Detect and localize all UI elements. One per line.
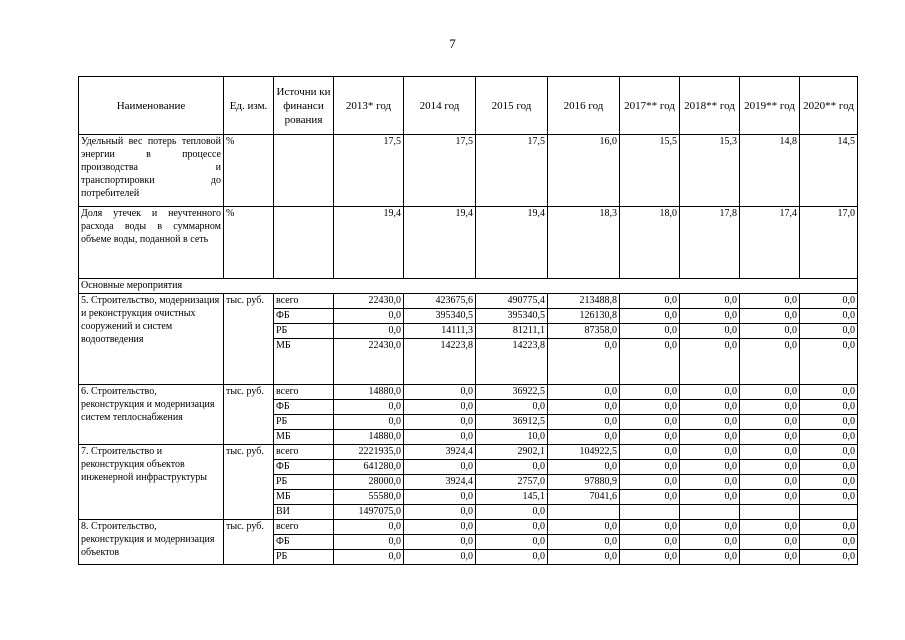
measure-value: 0,0 (740, 415, 800, 430)
indicator-value: 18,3 (548, 207, 620, 279)
header-unit: Ед. изм. (224, 77, 274, 135)
indicator-value: 17,0 (800, 207, 858, 279)
measure-value: 0,0 (620, 385, 680, 400)
measure-value: 0,0 (476, 550, 548, 565)
measure-value: 28000,0 (334, 475, 404, 490)
measure-value: 0,0 (740, 430, 800, 445)
measure-value: 0,0 (548, 339, 620, 385)
measure-value: 423675,6 (404, 294, 476, 309)
measure-value: 0,0 (548, 520, 620, 535)
measure-value: 14880,0 (334, 385, 404, 400)
header-year-2016: 2016 год (548, 77, 620, 135)
measure-value: 0,0 (740, 339, 800, 385)
measure-value: 0,0 (740, 460, 800, 475)
measure-value: 104922,5 (548, 445, 620, 460)
measure-value: 0,0 (334, 415, 404, 430)
indicator-value: 17,4 (740, 207, 800, 279)
section-title: Основные мероприятия (79, 279, 858, 294)
measure-value: 2221935,0 (334, 445, 404, 460)
header-year-2017: 2017** год (620, 77, 680, 135)
funding-source: всего (274, 294, 334, 309)
funding-source: ФБ (274, 535, 334, 550)
funding-source: ФБ (274, 309, 334, 324)
measure-value: 0,0 (740, 324, 800, 339)
measure-value: 0,0 (740, 550, 800, 565)
measure-value: 0,0 (680, 490, 740, 505)
measure-value: 490775,4 (476, 294, 548, 309)
measure-value: 0,0 (740, 385, 800, 400)
measure-value: 36912,5 (476, 415, 548, 430)
measure-value: 0,0 (404, 415, 476, 430)
measure-value: 0,0 (404, 385, 476, 400)
funding-source: МБ (274, 430, 334, 445)
measure-value: 0,0 (404, 400, 476, 415)
measure-value: 0,0 (404, 460, 476, 475)
measure-value: 0,0 (620, 490, 680, 505)
measure-value: 0,0 (620, 400, 680, 415)
measure-value: 0,0 (800, 535, 858, 550)
measure-value: 0,0 (334, 550, 404, 565)
measure-value: 0,0 (404, 535, 476, 550)
measure-value: 0,0 (800, 385, 858, 400)
indicator-value: 17,5 (476, 135, 548, 207)
measure-value: 0,0 (800, 324, 858, 339)
measure-value: 0,0 (740, 294, 800, 309)
measure-value (548, 505, 620, 520)
measure-value: 0,0 (548, 430, 620, 445)
measure-value: 395340,5 (404, 309, 476, 324)
header-name: Наименование (79, 77, 224, 135)
funding-source: всего (274, 385, 334, 400)
measure-value: 126130,8 (548, 309, 620, 324)
measure-value (680, 505, 740, 520)
indicator-value: 15,5 (620, 135, 680, 207)
indicator-unit: % (224, 207, 274, 279)
measure-value: 213488,8 (548, 294, 620, 309)
section-row (79, 279, 858, 294)
funding-source: РБ (274, 415, 334, 430)
measure-name: 6. Строительство, реконструкция и модернизация систем теплоснабжения (79, 385, 224, 445)
measure-value: 0,0 (800, 460, 858, 475)
measure-value: 0,0 (800, 490, 858, 505)
measure-value: 3924,4 (404, 445, 476, 460)
measure-value: 0,0 (334, 535, 404, 550)
page-number: 7 (449, 36, 456, 51)
measure-value: 14880,0 (334, 430, 404, 445)
measure-value: 0,0 (800, 294, 858, 309)
measure-value: 0,0 (620, 309, 680, 324)
indicator-source (274, 135, 334, 207)
measure-value: 0,0 (800, 475, 858, 490)
measure-value: 0,0 (680, 460, 740, 475)
measure-value: 14223,8 (476, 339, 548, 385)
header-year-2019: 2019** год (740, 77, 800, 135)
measure-value: 0,0 (620, 294, 680, 309)
measure-value: 0,0 (680, 520, 740, 535)
measure-value: 0,0 (620, 430, 680, 445)
funding-source: ФБ (274, 460, 334, 475)
indicator-value: 17,8 (680, 207, 740, 279)
measure-value: 97880,9 (548, 475, 620, 490)
indicator-row (79, 207, 858, 279)
measure-value: 0,0 (740, 309, 800, 324)
indicator-value: 19,4 (334, 207, 404, 279)
measure-value: 0,0 (620, 460, 680, 475)
measure-value: 0,0 (680, 415, 740, 430)
measure-unit: тыс. руб. (224, 294, 274, 385)
funding-source: МБ (274, 339, 334, 385)
measure-value: 14223,8 (404, 339, 476, 385)
measure-value: 0,0 (800, 339, 858, 385)
measure-value: 0,0 (620, 415, 680, 430)
measure-value: 0,0 (740, 520, 800, 535)
indicator-value: 17,5 (404, 135, 476, 207)
measure-value: 0,0 (680, 309, 740, 324)
measure-value: 0,0 (800, 520, 858, 535)
measure-value: 0,0 (404, 550, 476, 565)
measure-value: 0,0 (476, 505, 548, 520)
header-row (79, 77, 858, 135)
indicator-value: 19,4 (476, 207, 548, 279)
measure-value: 0,0 (334, 309, 404, 324)
indicator-value: 14,8 (740, 135, 800, 207)
measure-value: 0,0 (800, 400, 858, 415)
measure-value: 87358,0 (548, 324, 620, 339)
measure-value: 0,0 (740, 400, 800, 415)
indicator-value: 15,3 (680, 135, 740, 207)
measure-name: 8. Строительство, реконструкция и модернизация объектов (79, 520, 224, 565)
funding-source: ВИ (274, 505, 334, 520)
measure-value: 0,0 (680, 339, 740, 385)
header-year-2013: 2013* год (334, 77, 404, 135)
measure-value: 22430,0 (334, 294, 404, 309)
indicator-row (79, 135, 858, 207)
funding-source: МБ (274, 490, 334, 505)
measure-row (79, 385, 858, 400)
measure-value: 2757,0 (476, 475, 548, 490)
measure-value: 0,0 (620, 445, 680, 460)
measure-value: 0,0 (548, 400, 620, 415)
measure-value: 0,0 (548, 535, 620, 550)
measure-value: 36922,5 (476, 385, 548, 400)
measure-value: 7041,6 (548, 490, 620, 505)
measure-value: 0,0 (680, 445, 740, 460)
measure-value: 0,0 (548, 415, 620, 430)
indicator-value: 14,5 (800, 135, 858, 207)
indicator-name: Доля утечек и неучтенного расхода воды в суммарном объеме воды, поданной в сеть (79, 207, 224, 279)
measure-value: 0,0 (680, 324, 740, 339)
measure-unit: тыс. руб. (224, 445, 274, 520)
header-year-2014: 2014 год (404, 77, 476, 135)
measure-value: 0,0 (680, 550, 740, 565)
measure-value: 0,0 (334, 520, 404, 535)
measure-value: 0,0 (404, 430, 476, 445)
measure-value: 0,0 (476, 460, 548, 475)
measure-value: 0,0 (620, 535, 680, 550)
measure-value: 0,0 (548, 385, 620, 400)
funding-source: всего (274, 445, 334, 460)
measure-value: 0,0 (740, 475, 800, 490)
measure-value: 0,0 (680, 400, 740, 415)
measure-value: 0,0 (620, 520, 680, 535)
measure-value: 0,0 (740, 445, 800, 460)
funding-source: ФБ (274, 400, 334, 415)
indicator-value: 17,5 (334, 135, 404, 207)
header-year-2018: 2018** год (680, 77, 740, 135)
measure-value: 10,0 (476, 430, 548, 445)
measure-value: 395340,5 (476, 309, 548, 324)
header-year-2015: 2015 год (476, 77, 548, 135)
measure-value: 0,0 (620, 324, 680, 339)
measure-value: 3924,4 (404, 475, 476, 490)
measure-value: 0,0 (476, 520, 548, 535)
funding-source: РБ (274, 475, 334, 490)
measure-value: 2902,1 (476, 445, 548, 460)
indicator-name: Удельный вес потерь тепловой энергии в процессе производства и транспортировки до потребителей (79, 135, 224, 207)
measure-value: 0,0 (476, 535, 548, 550)
indicator-value: 18,0 (620, 207, 680, 279)
measure-value: 0,0 (680, 294, 740, 309)
measure-unit: тыс. руб. (224, 520, 274, 565)
measure-value: 0,0 (334, 400, 404, 415)
measure-value: 0,0 (404, 520, 476, 535)
measure-value: 0,0 (800, 430, 858, 445)
measure-value: 22430,0 (334, 339, 404, 385)
measure-value: 0,0 (680, 535, 740, 550)
indicator-source (274, 207, 334, 279)
measure-value: 641280,0 (334, 460, 404, 475)
measure-value: 145,1 (476, 490, 548, 505)
measure-value: 55580,0 (334, 490, 404, 505)
measure-value (620, 505, 680, 520)
measure-value: 14111,3 (404, 324, 476, 339)
measure-value: 81211,1 (476, 324, 548, 339)
measure-value: 0,0 (476, 400, 548, 415)
measure-name: 5. Строительство, модернизация и реконструкция очистных сооружений и систем водоотведения (79, 294, 224, 385)
measure-value: 0,0 (800, 445, 858, 460)
measure-value: 0,0 (800, 415, 858, 430)
indicator-value: 19,4 (404, 207, 476, 279)
measure-value (740, 505, 800, 520)
indicator-value: 16,0 (548, 135, 620, 207)
measure-unit: тыс. руб. (224, 385, 274, 445)
measure-row (79, 520, 858, 535)
measure-value: 0,0 (740, 490, 800, 505)
measure-value: 0,0 (800, 309, 858, 324)
measure-value: 0,0 (800, 550, 858, 565)
measure-value: 0,0 (680, 475, 740, 490)
funding-source: РБ (274, 550, 334, 565)
indicator-unit: % (224, 135, 274, 207)
measure-row (79, 294, 858, 309)
measure-value: 1497075,0 (334, 505, 404, 520)
header-year-2020: 2020** год (800, 77, 858, 135)
measure-row (79, 445, 858, 460)
measure-value: 0,0 (548, 550, 620, 565)
financing-table (78, 76, 858, 565)
measure-value (800, 505, 858, 520)
measure-value: 0,0 (740, 535, 800, 550)
measure-value: 0,0 (404, 505, 476, 520)
header-source: Источни ки финанси рования (274, 77, 334, 135)
measure-value: 0,0 (548, 460, 620, 475)
funding-source: всего (274, 520, 334, 535)
measure-value: 0,0 (404, 490, 476, 505)
measure-value: 0,0 (620, 475, 680, 490)
measure-name: 7. Строительство и реконструкция объектов инженерной инфраструктуры (79, 445, 224, 520)
measure-value: 0,0 (620, 550, 680, 565)
funding-source: РБ (274, 324, 334, 339)
measure-value: 0,0 (334, 324, 404, 339)
measure-value: 0,0 (680, 385, 740, 400)
measure-value: 0,0 (680, 430, 740, 445)
measure-value: 0,0 (620, 339, 680, 385)
